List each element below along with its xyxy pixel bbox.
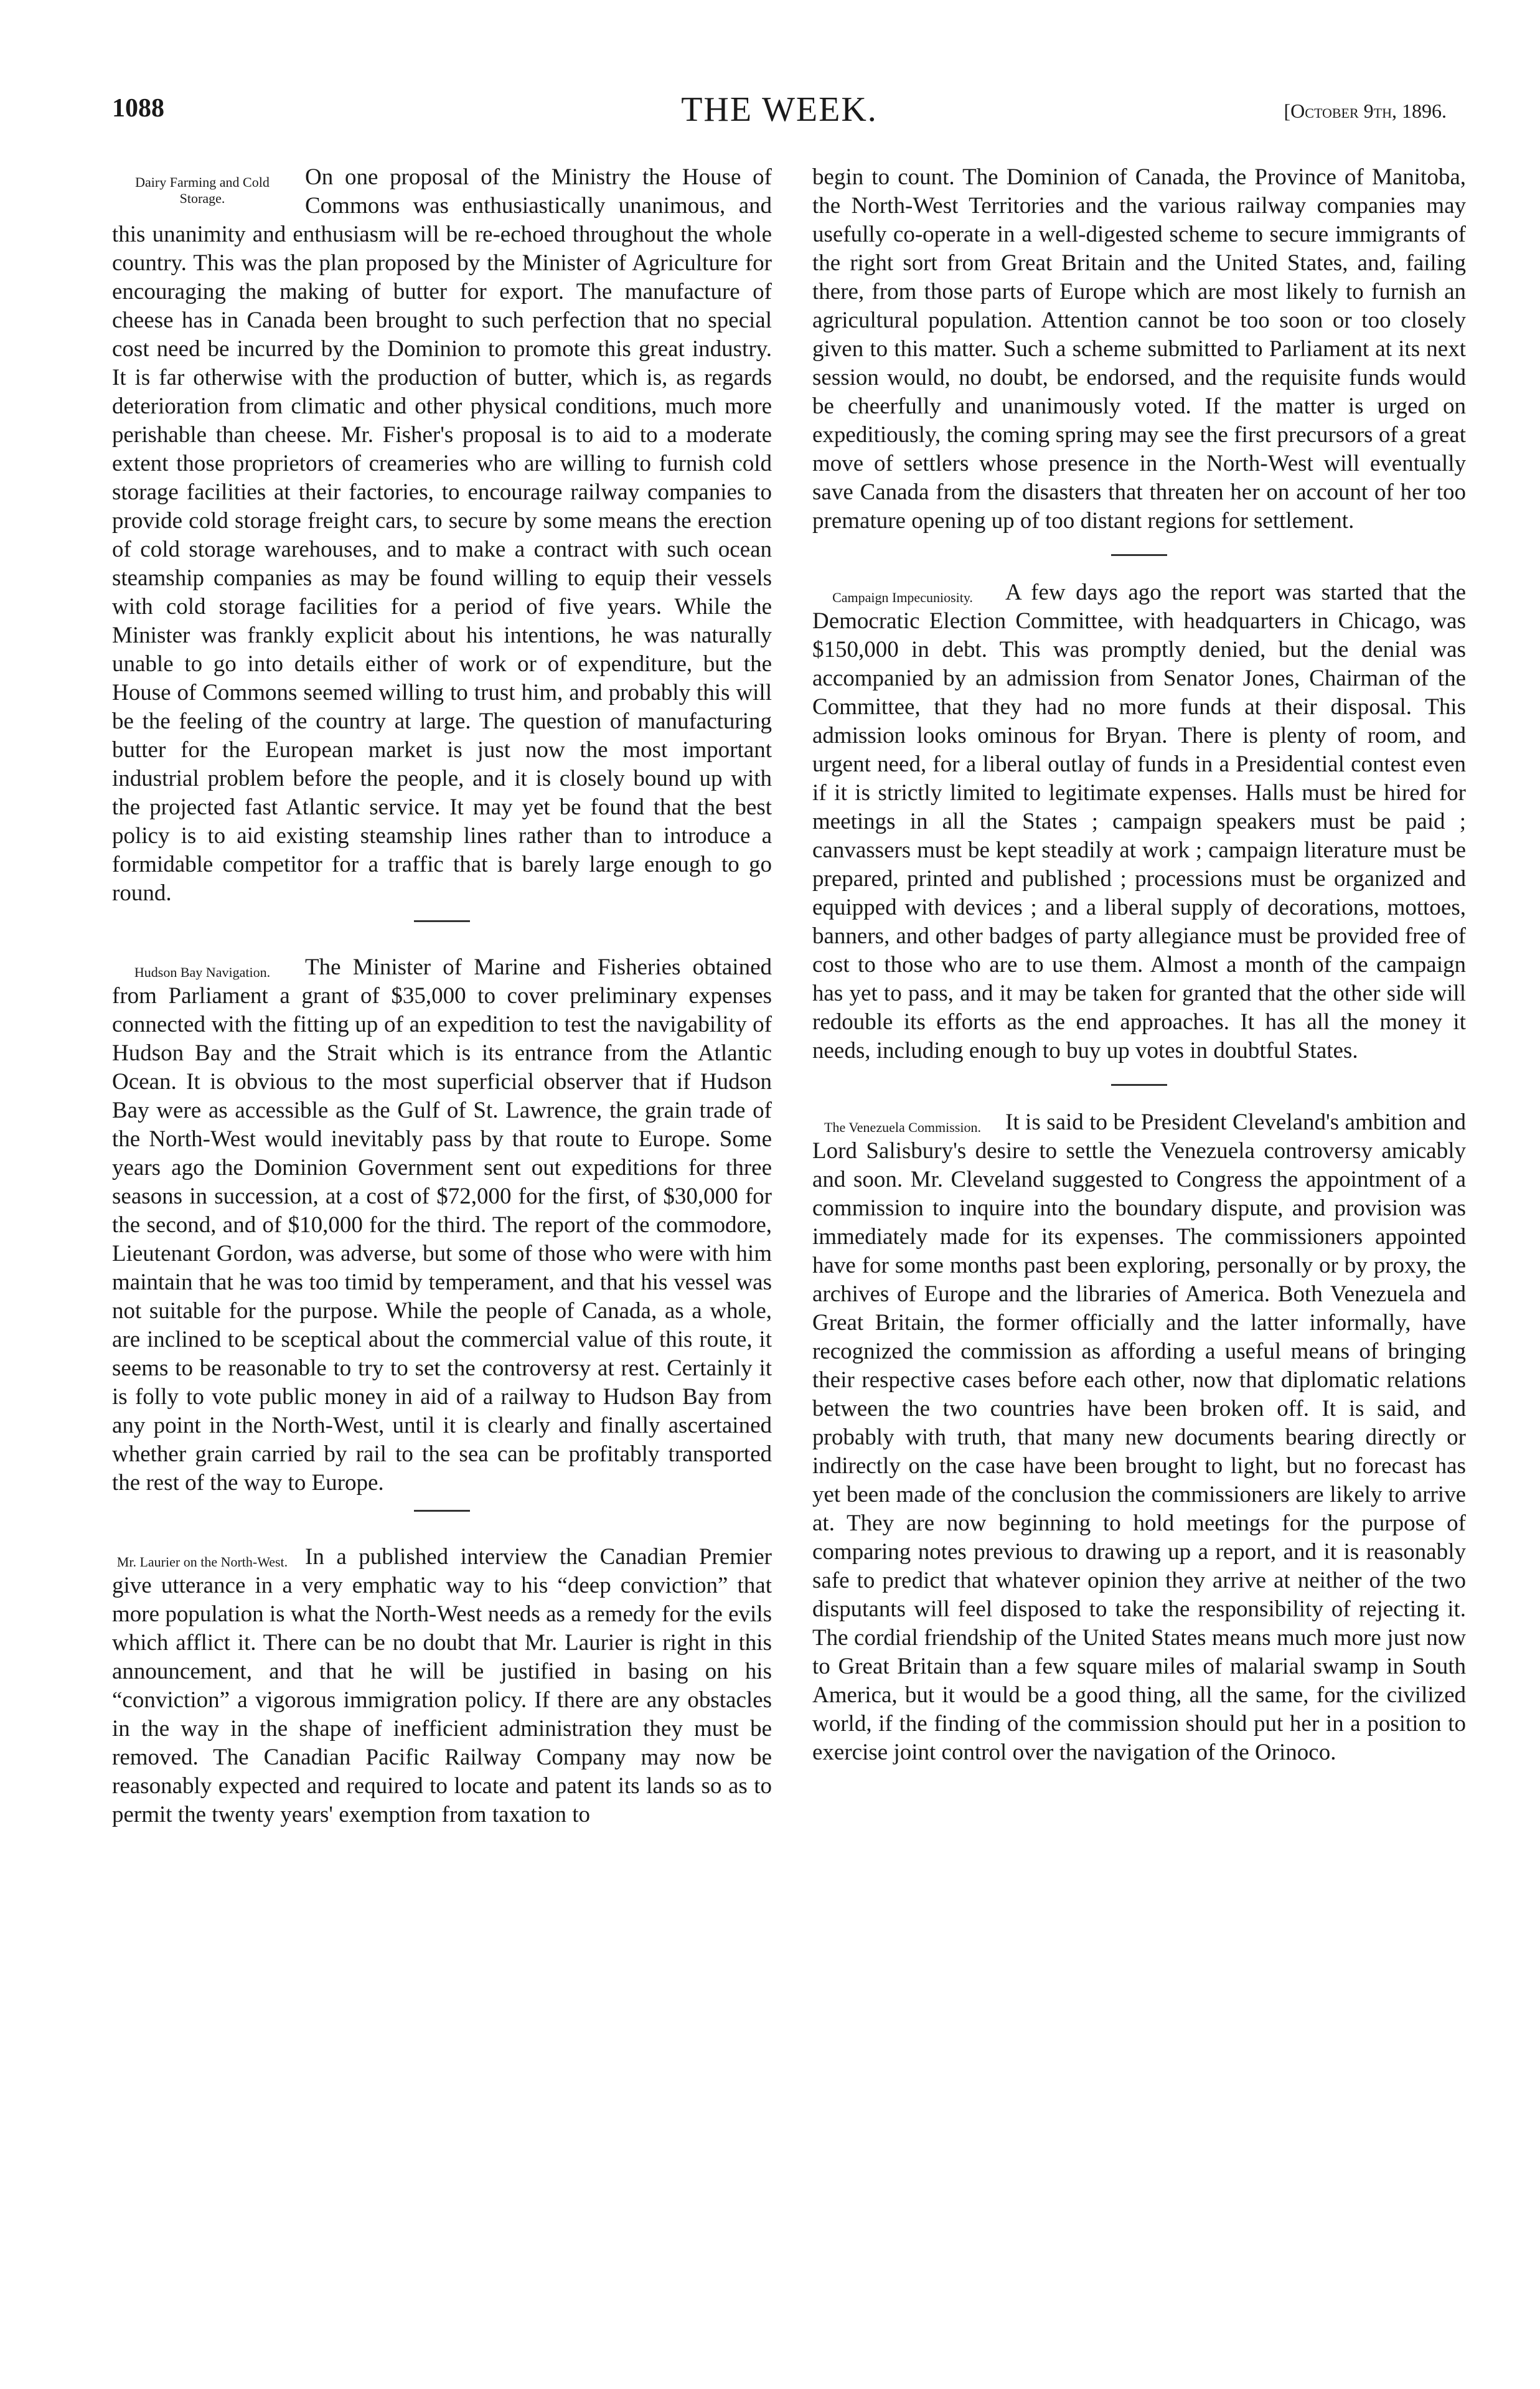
left-column bbox=[112, 163, 772, 1829]
sidenote-dairy-farming: Dairy Farming and Cold Storage. bbox=[135, 174, 270, 206]
article-dairy-farming bbox=[112, 163, 772, 908]
article-laurier-continued bbox=[812, 163, 1466, 535]
article-text: On one proposal of the Ministry the House of Commons was enthusiastically unanimous, and this unanimity and enthusiasm will be re-echoed throughout the whole country. This was the plan proposed by the Minister of Agriculture for encouraging the making of butter for export. The manufacture of cheese has in Canada been brought to such perfection that no special cost need be incurred by the Dominion to promote this great industry. It is far otherwise with the production of butter, which is, as regards deterioration from climatic and other physical conditions, much more perishable than cheese. Mr. Fisher's proposal is to aid to a moderate extent those proprietors of creameries who are willing to furnish cold storage facilities at their factories, to encourage railway companies to provide cold storage freight cars, to secure by some means the erection of cold storage warehouses, and to make a contract with such ocean steamship companies as may be found willing to equip their vessels with cold storage facilities for a period of five years. While the Minister was frankly explicit about his intentions, he was naturally unable to go into details either of work or of expenditure, but the House of Commons seemed willing to trust him, and probably this will be the feeling of the country at large. The question of manufacturing butter for the European market is just now the most important industrial problem before the people, and it is closely bound up with the projected fast Atlantic service. It may yet be found that the best policy is to aid existing steamship lines rather than to introduce a formidable competitor for a traffic that is barely large enough to go round. bbox=[112, 164, 772, 906]
sidenote-hudson-bay: Hudson Bay Navigation. bbox=[134, 964, 271, 980]
article-venezuela bbox=[812, 1108, 1466, 1767]
article-campaign bbox=[812, 578, 1466, 1065]
article-text: It is said to be President Cleveland's ambition and Lord Salisbury's desire to settle the Venezuela controversy amicably and soon. Mr. Cleveland suggested to Congress the appointment of a commission to inquire into the boundary dispute, and provision was immediately made for its expenses. The commissioners appointed have for some months past been exploring, personally or by proxy, the archives of Europe and the libraries of America. Both Venezuela and Great Britain, the former officially and the latter informally, have recognized the commission as affording a useful means of bringing their respective cases before each other, now that diplomatic relations between the two countries have been broken off. It is said, and probably with truth, that many new documents bearing directly or indirectly on the case have been brought to light, but no forecast has yet been made of the conclusion the commissioners are likely to arrive at. They are now beginning to hold meetings for the purpose of comparing notes previous to drawing up a report, and it is reasonably safe to predict that whatever opinion they arrive at neither of the two disputants will feel disposed to take the responsibility of rejecting it. The cordial friendship of the United States means much more just now to Great Britain than a few square miles of malarial swamp in South America, but it would be a good thing, all the same, for the civilized world, if the finding of the commission should put her in a position to exercise joint control over the navigation of the Orinoco. bbox=[812, 1110, 1466, 1765]
right-column bbox=[812, 163, 1466, 1767]
section-divider bbox=[414, 920, 470, 922]
article-text: A few days ago the report was started that the Democratic Election Committee, with headquarters in Chicago, was $150,000 in debt. This was promptly denied, but the denial was accompanied by an admission from Senator Jones, Chairman of the Committee, that they had no more funds at their disposal. This admission looks ominous for Bryan. There is plenty of room, and urgent need, for a liberal outlay of funds in a Presidential contest even if it is strictly limited to legitimate expenses. Halls must be hired for meetings in all the States ; campaign speakers must be paid ; canvassers must be kept steadily at work ; campaign literature must be prepared, printed and published ; processions must be organized and equipped with devices ; and a liberal supply of decorations, mottoes, banners, and other badges of party allegiance must be provided free of cost to those who are to use them. Almost a month of the campaign has yet to pass, and it may be taken for granted that the other side will redouble its efforts as the end approaches. It has all the money it needs, including enough to buy up votes in doubtful States. bbox=[812, 580, 1466, 1063]
section-divider bbox=[1111, 1084, 1167, 1086]
issue-date: [October 9th, 1896. bbox=[1284, 100, 1447, 122]
article-text: In a published interview the Canadian Premier give utterance in a very emphatic way to his “deep conviction” that more population is what the North-West needs as a remedy for the evils which afflict it. There can be no doubt that Mr. Laurier is right in this announcement, and that he will be justified in basing on his “conviction” a vigorous immigration policy. If there are any obstacles in the way in the shape of inefficient administration they must be removed. The Canadian Pacific Railway Company may now be reasonably expected and required to locate and patent its lands so as to permit the twenty years' exemption from taxation to bbox=[112, 1544, 772, 1827]
article-text: The Minister of Marine and Fisheries obtained from Parliament a grant of $35,000 to cover preliminary expenses connected with the fitting up of an expedition to test the navigability of Hudson Bay and the Strait which is its entrance from the Atlantic Ocean. It is obvious to the most superficial observer that if Hudson Bay were as accessible as the Gulf of St. Lawrence, the grain trade of the North-West would inevitably pass by that route to Europe. Some years ago the Dominion Government sent out expeditions for three seasons in succession, at a cost of $72,000 for the first, of $30,000 for the second, and of $10,000 for the third. The report of the commodore, Lieutenant Gordon, was adverse, but some of those who were with him maintain that he was too timid by temperament, and that his vessel was not suitable for the purpose. While the people of Canada, as a whole, are inclined to be sceptical about the commercial value of this route, it seems to be reasonable to try to set the controversy at rest. Certainly it is folly to vote public money in aid of a railway to Hudson Bay from any point in the North-West, until it is clearly and finally ascertained whether grain carried by rail to the sea can be profitably transported the rest of the way to Europe. bbox=[112, 954, 772, 1496]
sidenote-laurier: Mr. Laurier on the North-West. bbox=[116, 1554, 288, 1570]
page-header bbox=[112, 90, 1447, 131]
publication-title: THE WEEK. bbox=[681, 90, 878, 129]
article-text: begin to count. The Dominion of Canada, the Province of Manitoba, the North-West Territories and the various railway companies may usefully co-operate in a well-digested scheme to secure immigrants of the right sort from Great Britain and the United States, and, failing there, from those parts of Europe which are most likely to furnish an agricultural population. Attention cannot be too soon or too closely given to this matter. Such a scheme submitted to Parliament at its next session would, no doubt, be endorsed, and the requisite funds would be cheerfully and unanimously voted. If the matter is urged on expeditiously, the coming spring may see the first precursors of a great move of settlers whose presence in the North-West will eventually save Canada from the disasters that threaten her on account of her too premature opening up of too distant regions for settlement. bbox=[812, 164, 1466, 534]
section-divider bbox=[414, 1510, 470, 1512]
article-laurier bbox=[112, 1543, 772, 1829]
sidenote-venezuela: The Venezuela Commission. bbox=[824, 1119, 981, 1135]
section-divider bbox=[1111, 554, 1167, 556]
page-number: 1088 bbox=[112, 94, 164, 123]
article-hudson-bay bbox=[112, 953, 772, 1497]
sidenote-campaign: Campaign Impecuniosity. bbox=[832, 590, 973, 605]
